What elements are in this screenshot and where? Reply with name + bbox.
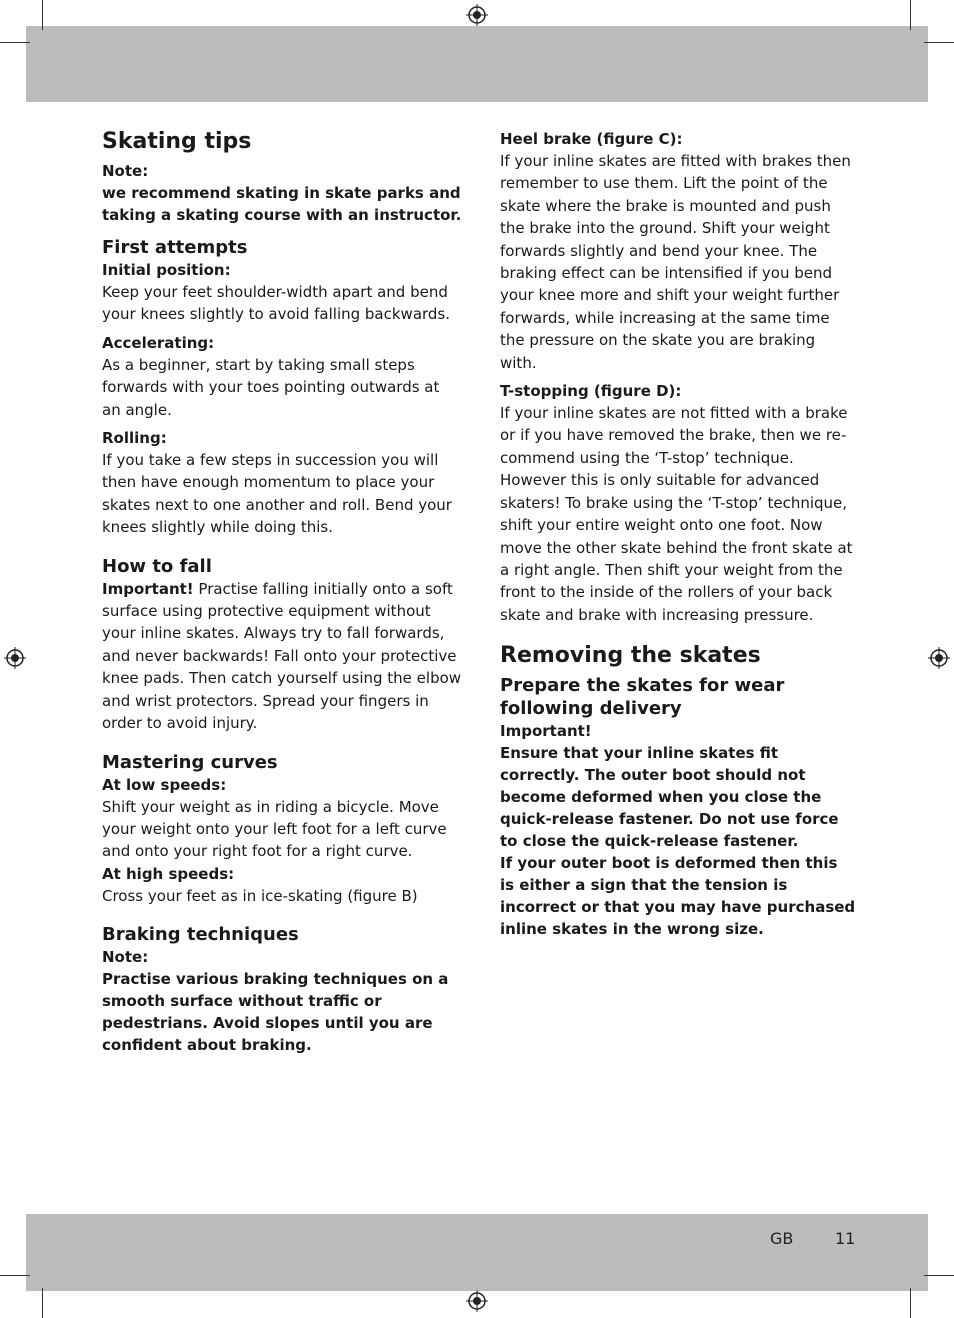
- footer-band: [26, 1214, 928, 1291]
- paragraph-label: At low speeds:: [102, 775, 227, 794]
- important-text: Ensure that your inline skates fit correctly. The outer boot should not become deformed when you close the quick-release fastener. Do not use force to close the quick-release fastener.: [500, 744, 839, 851]
- paragraph-text: If you take a few steps in succession you will then have enough momentum to place your skates next to one another and roll. Bend your knees slightly while doing this.: [102, 451, 452, 537]
- important-label: Important!: [500, 722, 592, 741]
- left-column: [102, 128, 462, 1056]
- subsection-heading: Mastering curves: [102, 751, 278, 773]
- paragraph-label: Heel brake (figure C):: [500, 130, 683, 148]
- crop-mark: [42, 1288, 43, 1318]
- paragraph-label: Rolling:: [102, 429, 167, 448]
- paragraph-label: At high speeds:: [102, 864, 235, 883]
- paragraph-text: If your inline skates are not fitted with a brake or if you have removed the brake, then we re-commend using the ‘T-stop’ technique. However this is only suitable for advanced skaters! To brake using the ‘T-stop’ technique, shift your entire weight onto one foot. Now move the other skate behind the front skate at a right angle. Then shift your weight from the front to the inside of the rollers of your back skate and brake with increasing pressure.: [500, 404, 853, 624]
- registration-mark-icon: [928, 647, 950, 669]
- subsection-heading: First attempts: [102, 237, 248, 258]
- crop-mark: [924, 42, 954, 43]
- section-title: Skating tips: [102, 129, 252, 154]
- subsection-heading: Braking techniques: [102, 924, 299, 946]
- paragraph-text: Cross your feet as in ice-skating (figure B): [102, 886, 418, 905]
- header-band: [26, 26, 928, 102]
- page-number: 11: [835, 1229, 856, 1248]
- right-column: [500, 128, 856, 940]
- paragraph-label: T-stopping (figure D):: [500, 382, 682, 401]
- crop-mark: [0, 1275, 30, 1276]
- note-text: we recommend skating in skate parks and taking a skating course with an instructor.: [102, 184, 462, 224]
- paragraph-text: Shift your weight as in riding a bicycle. Move your weight onto your left foot for a left curve and onto your right foot for a right curve.: [102, 797, 447, 861]
- subsection-heading: Prepare the skates for wear following delivery: [500, 675, 785, 720]
- note-label: Note:: [102, 948, 149, 967]
- paragraph-text: As a beginner, start by taking small steps forwards with your toes pointing outwards at an angle.: [102, 355, 440, 419]
- registration-mark-icon: [466, 1290, 488, 1312]
- footer-language: GB: [770, 1229, 794, 1248]
- paragraph-label: Accelerating:: [102, 333, 215, 352]
- important-text: If your outer boot is deformed then this is either a sign that the tension is incorrect or that you may have purchased inline skates in the wrong size.: [500, 854, 856, 939]
- paragraph-text: If your inline skates are fitted with brakes then remember to use them. Lift the point of the skate where the brake is mounted and push the brake into the ground. Shift your weight forwards slightly and bend your knee. The braking effect can be intensified if you bend your knee more and shift your weight further forwards, while increasing at the same time the pressure on the skate you are braking with.: [500, 152, 851, 372]
- fall-text: Practise falling initially onto a soft surface using protective equipment without your inline skates. Always try to fall forwards, and never backwards! Fall onto your protective knee pads. Then catch yourself using the elbow and wrist protectors. Spread your fingers in order to avoid injury.: [102, 579, 462, 733]
- paragraph-label: Initial position:: [102, 261, 231, 279]
- crop-mark: [924, 1275, 954, 1276]
- section-title: Removing the skates: [500, 643, 761, 669]
- note-text: Practise various braking techniques on a smooth surface without traffic or pedestrians. Avoid slopes until you are confident about braking.: [102, 970, 449, 1055]
- subsection-heading: How to fall: [102, 555, 212, 577]
- registration-mark-icon: [466, 4, 488, 26]
- crop-mark: [910, 1288, 911, 1318]
- paragraph-text: [102, 578, 462, 735]
- crop-mark: [910, 0, 911, 30]
- important-label: Important!: [102, 579, 194, 598]
- note-label: Note:: [102, 162, 149, 180]
- crop-mark: [0, 42, 30, 43]
- paragraph-text: Keep your feet shoulder-width apart and bend your knees slightly to avoid falling backwards.: [102, 283, 451, 324]
- registration-mark-icon: [4, 647, 26, 669]
- crop-mark: [42, 0, 43, 30]
